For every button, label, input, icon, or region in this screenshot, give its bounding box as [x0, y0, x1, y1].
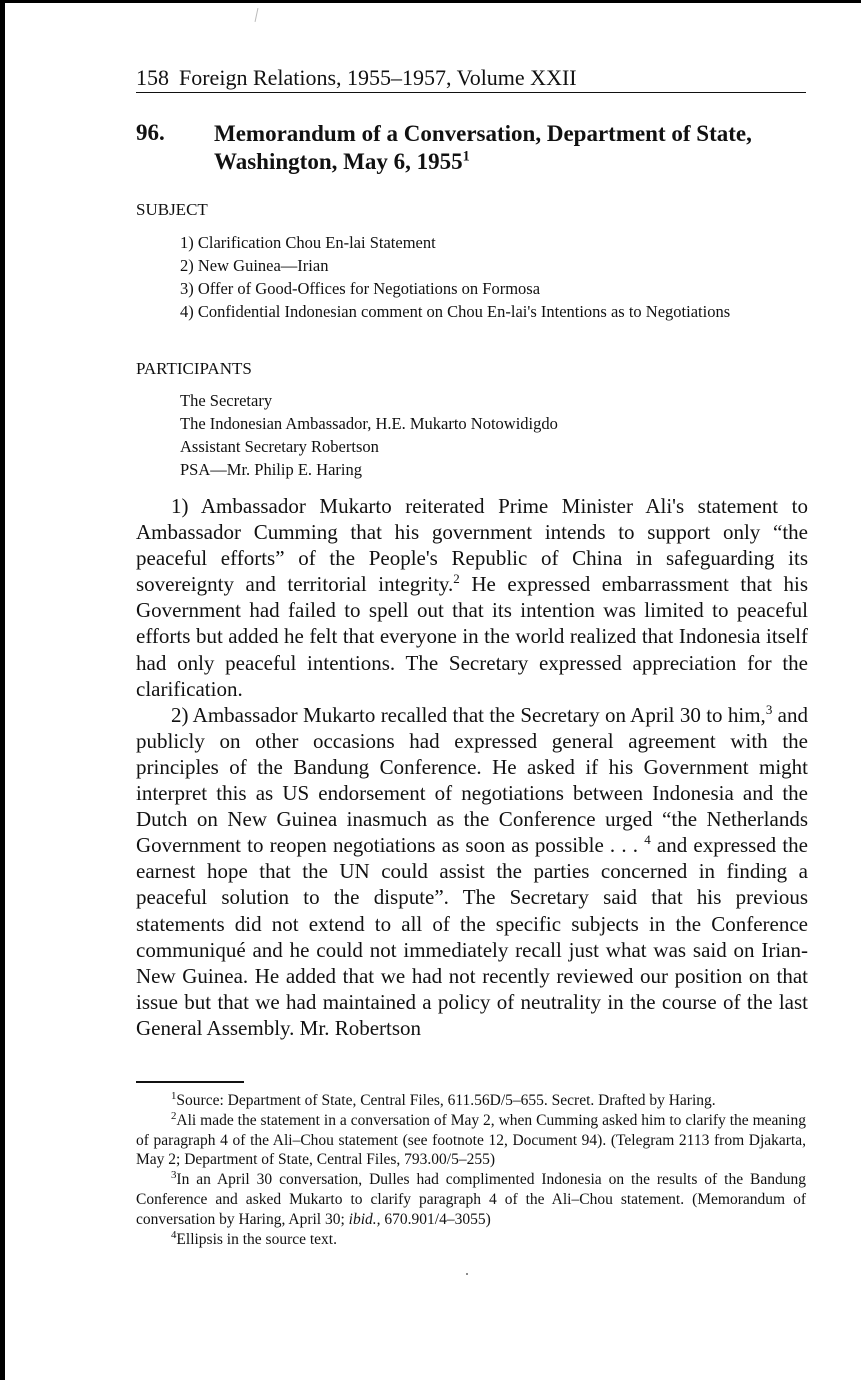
participant-4: PSA—Mr. Philip E. Haring	[180, 460, 362, 479]
body-paragraph-2-part-c: and expressed the earnest hope that the UN could assist the parties concerned in finding a peaceful solution to the dispute”. The Secretary said that his previous statements did not extend to all of the specific subjects in the Conference communiqué and he could not immediately recall just what was said on Irian-New Guinea. He added that we had not recently reviewed our position on that issue but that we had maintained a policy of neutrality in the course of the last General Assembly. Mr. Robertson	[136, 833, 809, 1040]
subject-item-3: 3) Offer of Good-Offices for Negotiations on Formosa	[180, 279, 541, 298]
footnotes	[136, 1091, 806, 1249]
scan-edge-top	[0, 0, 861, 3]
footnote-number: 1	[171, 1089, 177, 1102]
subject-list	[180, 231, 810, 323]
footnote-number: 3	[171, 1169, 177, 1182]
footnote-ibid: ibid.,	[348, 1210, 381, 1228]
header-rule	[136, 92, 806, 93]
memorandum-body	[136, 493, 808, 1041]
subject-item-4: 4) Confidential Indonesian comment on Chou En-lai's Intentions as to Negotiations	[180, 302, 731, 321]
scan-mark	[255, 8, 259, 22]
body-paragraph-1-part-b: He expressed embarrassment that his Government had failed to spell out that its intention was limited to peaceful efforts but added he felt that everyone in the world realized that Indonesia itself had only peaceful intentions. The Secretary expressed appreciation for the clarification.	[136, 572, 808, 701]
body-paragraph-2	[136, 702, 808, 1041]
document-title-text: Memorandum of a Conversation, Department of State, Washington, May 6, 1955	[214, 121, 752, 174]
footnote-ref-2: 2	[453, 571, 460, 587]
running-header	[136, 64, 806, 92]
footnote-number: 2	[171, 1109, 177, 1122]
participant-1: The Secretary	[180, 391, 273, 410]
footnote-ref-1: 1	[462, 148, 470, 165]
footnote-ref-3: 3	[765, 701, 773, 717]
footnote-text: In an April 30 conversation, Dulles had complimented Indonesia on the results of the Bandung Conference and asked Mukarto to clarify paragraph 4 of the Ali–Chou statement. (Memorandum of conversation by Haring, April 30;	[136, 1171, 806, 1228]
participant-3: Assistant Secretary Robertson	[180, 437, 379, 456]
footnote-text: Source: Department of State, Central Files, 611.56D/5–655. Secret. Drafted by Haring.	[176, 1092, 716, 1109]
footnote-2	[136, 1111, 806, 1170]
footnote-1	[136, 1091, 806, 1111]
document-number: 96.	[136, 120, 165, 145]
participants-list	[180, 389, 810, 481]
footnote-3	[136, 1170, 806, 1229]
footnote-text: 670.901/4–3055)	[380, 1210, 491, 1228]
body-paragraph-1	[136, 493, 808, 702]
subject-item-2: 2) New Guinea—Irian	[180, 256, 329, 275]
subject-item-1: 1) Clarification Chou En-lai Statement	[180, 233, 436, 252]
footnote-4	[136, 1230, 806, 1250]
page-number: 158	[136, 65, 169, 90]
body-paragraph-2-part-a: 2) Ambassador Mukarto recalled that the Secretary on April 30 to him,	[171, 702, 766, 727]
body-paragraph-1-part-a: 1) Ambassador Mukarto reiterated Prime Minister Ali's statement to Ambassador Cumming that his government intends to support only “the peaceful efforts” of the People's Republic of China in safeguarding its sovereignty and territorial integrity.	[136, 494, 808, 597]
scan-speck	[466, 1273, 468, 1275]
footnote-number: 4	[171, 1228, 177, 1241]
running-title: Foreign Relations, 1955–1957, Volume XXII	[179, 65, 577, 90]
footnote-text: Ellipsis in the source text.	[176, 1230, 337, 1248]
subject-label: SUBJECT	[136, 200, 208, 219]
footnote-ref-4: 4	[644, 832, 651, 848]
participant-2: The Indonesian Ambassador, H.E. Mukarto Notowidigdo	[180, 414, 558, 433]
footnote-rule	[136, 1081, 244, 1083]
document-title	[214, 120, 804, 176]
scan-edge-left	[0, 0, 5, 1380]
participants-label: PARTICIPANTS	[136, 359, 252, 378]
footnote-text: Ali made the statement in a conversation of May 2, when Cumming asked him to clarify the meaning of paragraph 4 of the Ali–Chou statement (see footnote 12, Document 94). (Telegram 2113 from Djakarta, May 2; Department of State, Central Files, 793.00/5–255)	[136, 1111, 806, 1169]
body-paragraph-2-part-b: and publicly on other occasions had expressed general agreement with the principles of the Bandung Conference. He asked if his Government might interpret this as US endorsement of negotiations between Indonesia and the Dutch on New Guinea inasmuch as the Conference urged “the Netherlands Government to reopen negotiations as soon as possible . . .	[136, 702, 809, 858]
